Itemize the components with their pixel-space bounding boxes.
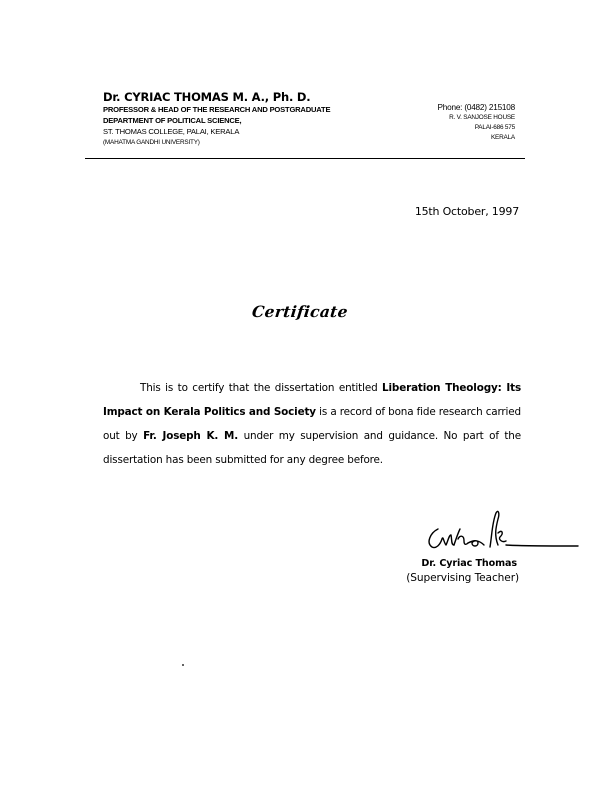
- letterhead-line: PROFESSOR & HEAD OF THE RESEARCH AND POSTGRADUATE: [103, 105, 331, 114]
- phone-number: Phone: (0482) 215108: [437, 103, 515, 112]
- signatory-name: Dr. Cyriac Thomas: [421, 558, 517, 569]
- body-intro: This is to certify that the dissertation entitled: [140, 382, 383, 394]
- letter-date: 15th October, 1997: [414, 205, 519, 218]
- letterhead-divider: [85, 158, 525, 159]
- body-end: under my supervision and guidance. No part of the dissertation has been submitted for any degree before.: [103, 430, 521, 466]
- letterhead-name: Dr. CYRIAC THOMAS M. A., Ph. D.: [103, 90, 311, 104]
- address-line: R. V. SANJOSE HOUSE: [449, 114, 515, 121]
- letterhead-line: ST. THOMAS COLLEGE, PALAI, KERALA: [103, 127, 240, 136]
- body-middle: is a record of bona fide research carried out by: [103, 406, 521, 442]
- address-line: PALAI-686 575: [474, 124, 515, 131]
- letterhead-line: (MAHATMA GANDHI UNIVERSITY): [103, 139, 200, 146]
- dissertation-title: Liberation Theology: Its Impact on Kerala Politics and Society: [103, 382, 521, 418]
- letterhead-line: DEPARTMENT OF POLITICAL SCIENCE,: [103, 116, 242, 125]
- address-line: KERALA: [490, 134, 515, 141]
- signatory-role: (Supervising Teacher): [406, 572, 519, 584]
- student-name: Fr. Joseph K. M.: [143, 430, 239, 442]
- letterhead-contact: [438, 102, 516, 143]
- certificate-body: [103, 376, 521, 472]
- signature-icon: [420, 505, 580, 555]
- certificate-title: Certificate: [251, 302, 349, 321]
- letterhead-left: [103, 90, 403, 148]
- scan-speck: [182, 664, 184, 666]
